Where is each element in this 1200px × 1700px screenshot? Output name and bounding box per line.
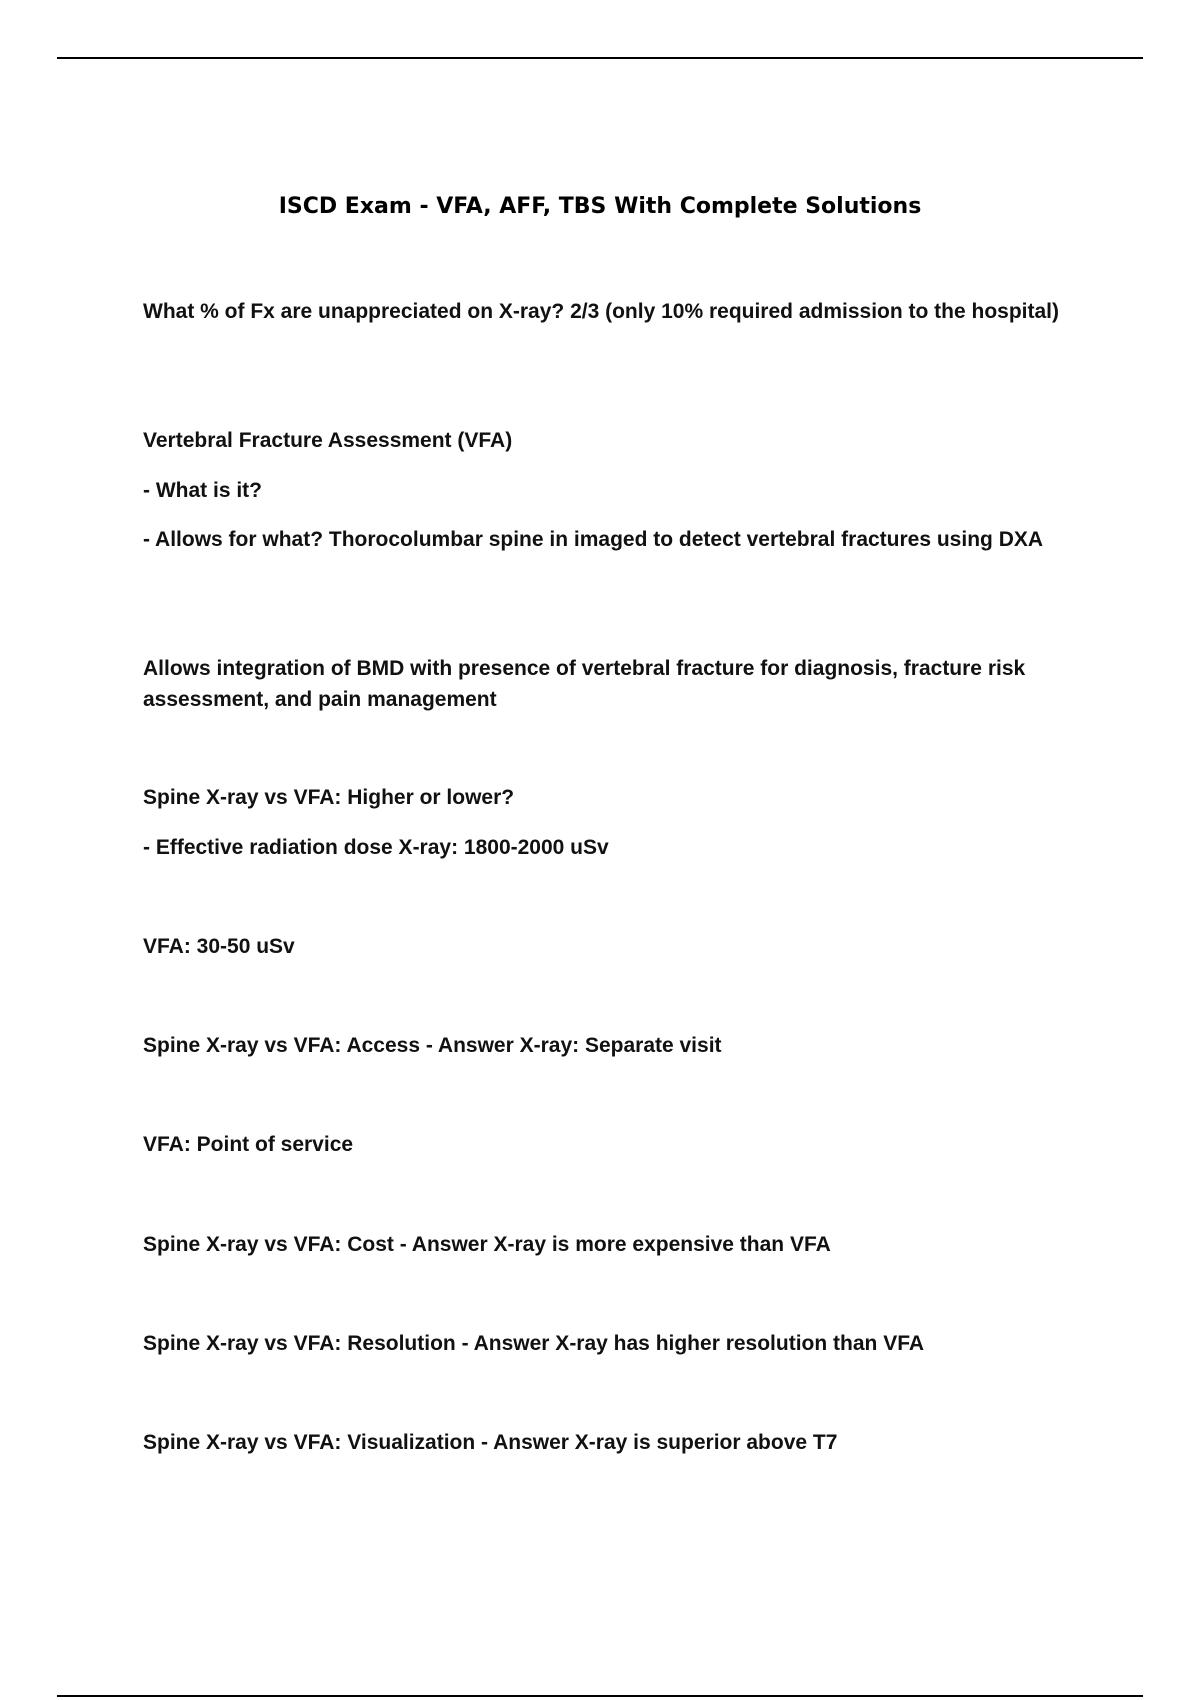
- paragraph-point-of-service: VFA: Point of service: [143, 1133, 354, 1156]
- paragraph-cost: Spine X-ray vs VFA: Cost - Answer X-ray is more expensive than VFA: [143, 1233, 831, 1256]
- paragraph-access: Spine X-ray vs VFA: Access - Answer X-ray: Separate visit: [143, 1034, 722, 1057]
- footer-rule: [57, 1695, 1143, 1697]
- paragraph-bmd-integration: Allows integration of BMD with presence of vertebral fracture for diagnosis, fracture risk assessment, and pain management: [143, 657, 1026, 711]
- paragraph-resolution: Spine X-ray vs VFA: Resolution - Answer X-ray has higher resolution than VFA: [143, 1332, 925, 1355]
- paragraph-visualization: Spine X-ray vs VFA: Visualization - Answer X-ray is superior above T7: [143, 1431, 838, 1454]
- paragraph-what-is-it: - What is it?: [143, 479, 262, 502]
- paragraph-radiation-dose-xray: - Effective radiation dose X-ray: 1800-2000 uSv: [143, 836, 609, 859]
- paragraph-vfa-dose: VFA: 30-50 uSv: [143, 935, 295, 958]
- paragraph-allows-for-what: - Allows for what? Thorocolumbar spine in imaged to detect vertebral fractures using DXA: [143, 528, 1044, 551]
- paragraph-fx-unappreciated: What % of Fx are unappreciated on X-ray? 2/3 (only 10% required admission to the hospital): [143, 300, 1060, 323]
- header-rule: [57, 57, 1143, 59]
- document-title: ISCD Exam - VFA, AFF, TBS With Complete Solutions: [278, 194, 922, 219]
- paragraph-higher-or-lower: Spine X-ray vs VFA: Higher or lower?: [143, 786, 515, 809]
- paragraph-vfa-heading: Vertebral Fracture Assessment (VFA): [143, 429, 513, 452]
